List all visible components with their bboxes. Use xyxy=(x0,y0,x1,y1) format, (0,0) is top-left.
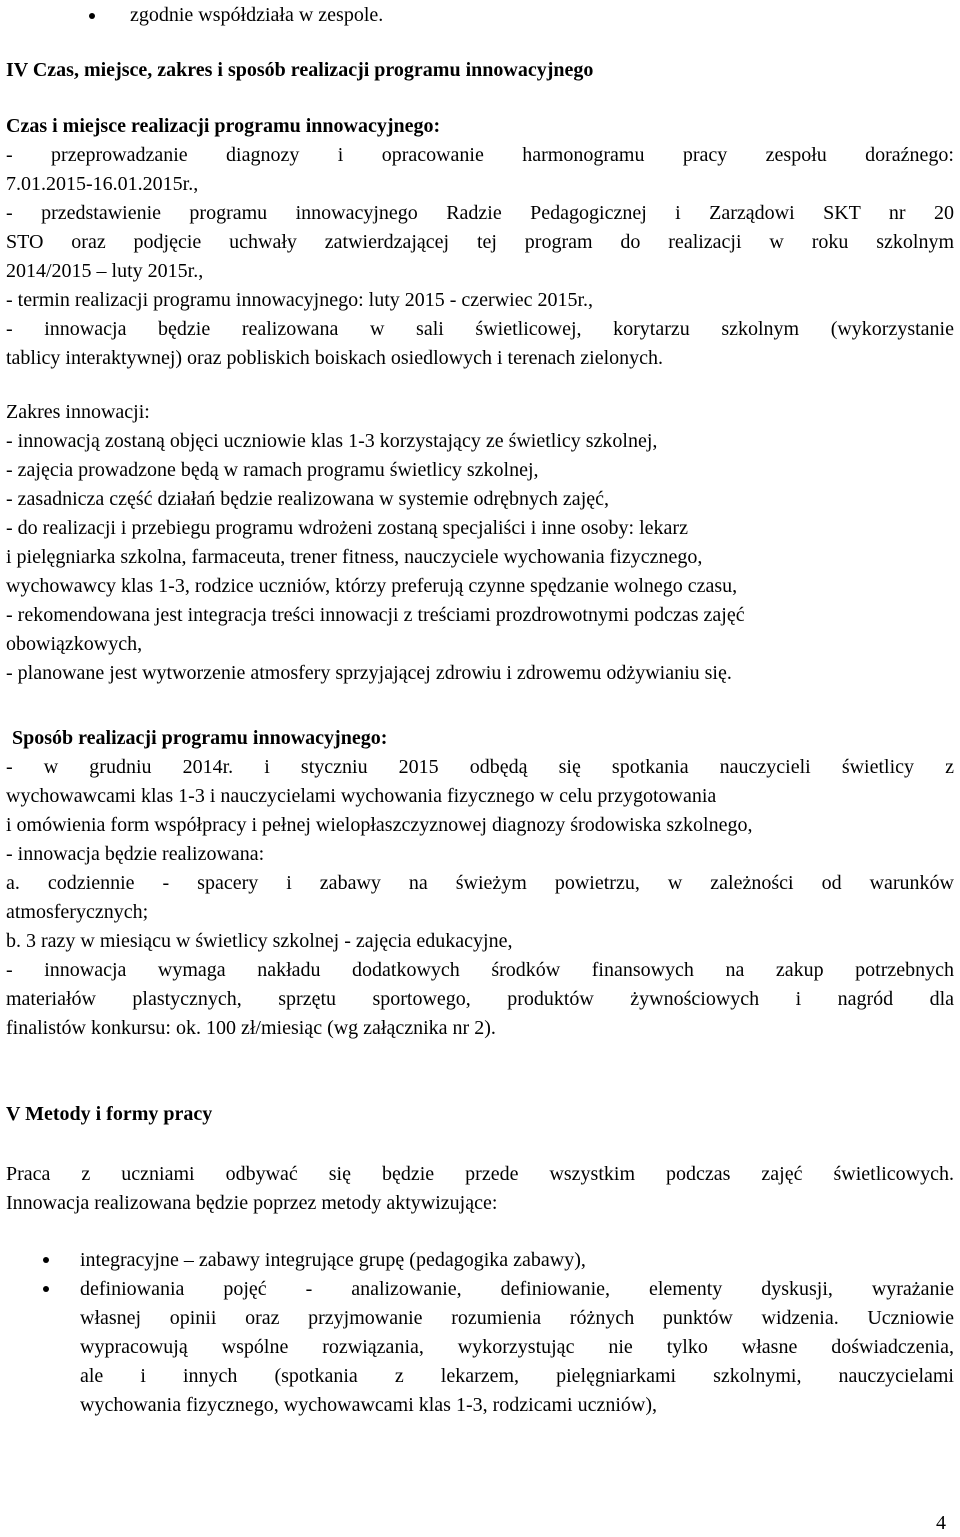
bullet-dot-icon xyxy=(89,13,95,19)
page-number: 4 xyxy=(936,1512,946,1534)
zakres-heading: Zakres innowacji: xyxy=(6,401,150,423)
czas-line: - przeprowadzanie diagnozy i opracowanie harmonogramu pracy zespołu doraźnego: xyxy=(6,144,954,166)
zakres-line: - innowacją zostaną objęci uczniowie klas 1-3 korzystający ze świetlicy szkolnej, xyxy=(6,430,658,452)
bullet-text: zgodnie współdziała w zespole. xyxy=(130,4,384,26)
section-4-heading: IV Czas, miejsce, zakres i sposób realizacji programu innowacyjnego xyxy=(6,59,594,81)
list-item xyxy=(6,1275,954,1420)
intro-line: Innowacja realizowana będzie poprzez metody aktywizujące: xyxy=(6,1192,498,1214)
sposob-line: - w grudniu 2014r. i styczniu 2015 odbędą się spotkania nauczycieli świetlicy z xyxy=(6,756,954,778)
zakres-line: wychowawcy klas 1-3, rodzice uczniów, którzy preferują czynne spędzanie wolnego czasu, xyxy=(6,575,738,597)
bullet-dot-icon xyxy=(43,1286,49,1292)
zakres-line: - planowane jest wytworzenie atmosfery sprzyjającej zdrowiu i zdrowemu odżywianiu się. xyxy=(6,662,732,684)
czas-line: - przedstawienie programu innowacyjnego Radzie Pedagogicznej i Zarządowi SKT nr 20 xyxy=(6,202,954,224)
list-item-line: definiowania pojęć - analizowanie, definiowanie, elementy dyskusji, wyrażanie xyxy=(80,1278,954,1300)
list-item-line: ale i innych (spotkania z lekarzem, pielęgniarkami szkolnymi, nauczycielami xyxy=(80,1365,954,1387)
czas-block xyxy=(6,112,954,373)
zakres-line: obowiązkowych, xyxy=(6,633,143,655)
sposob-heading: Sposób realizacji programu innowacyjnego: xyxy=(12,727,388,749)
methods-list xyxy=(6,1246,954,1420)
czas-line: STO oraz podjęcie uchwały zatwierdzającej tej program do realizacji w roku szkolnym xyxy=(6,231,954,253)
intro-line: Praca z uczniami odbywać się będzie przede wszystkim podczas zajęć świetlicowych. xyxy=(6,1163,954,1185)
list-item xyxy=(6,1246,954,1275)
sposob-line: a. codziennie - spacery i zabawy na świeżym powietrzu, w zależności od warunków xyxy=(6,872,954,894)
sposob-line: wychowawcami klas 1-3 i nauczycielami wychowania fizycznego w celu przygotowania xyxy=(6,785,717,807)
sposob-block xyxy=(6,724,954,1043)
czas-heading: Czas i miejsce realizacji programu innowacyjnego: xyxy=(6,115,441,137)
zakres-line: - rekomendowana jest integracja treści innowacji z treściami prozdrowotnymi podczas zajęć xyxy=(6,604,745,626)
sposob-line: - innowacja wymaga nakładu dodatkowych środków finansowych na zakup potrzebnych xyxy=(6,959,954,981)
zakres-line: - zajęcia prowadzone będą w ramach programu świetlicy szkolnej, xyxy=(6,459,539,481)
sposob-line: b. 3 razy w miesiącu w świetlicy szkolnej - zajęcia edukacyjne, xyxy=(6,930,513,952)
bullet-dot-icon xyxy=(43,1257,49,1263)
section-5-heading: V Metody i formy pracy xyxy=(6,1103,213,1125)
czas-line: - termin realizacji programu innowacyjnego: luty 2015 - czerwiec 2015r., xyxy=(6,289,594,311)
sposob-line: i omówienia form współpracy i pełnej wielopłaszczyznowej diagnozy środowiska szkolnego, xyxy=(6,814,753,836)
czas-line: tablicy interaktywnej) oraz pobliskich boiskach osiedlowych i terenach zielonych. xyxy=(6,347,664,369)
sposob-line: finalistów konkursu: ok. 100 zł/miesiąc (wg załącznika nr 2). xyxy=(6,1017,496,1039)
metody-intro xyxy=(6,1160,954,1218)
list-item-line: wychowania fizycznego, wychowawcami klas 1-3, rodzicami uczniów), xyxy=(80,1394,658,1416)
sposob-line: atmosferycznych; xyxy=(6,901,149,923)
czas-line: - innowacja będzie realizowana w sali świetlicowej, korytarzu szkolnym (wykorzystanie xyxy=(6,318,954,340)
czas-line: 2014/2015 – luty 2015r., xyxy=(6,260,204,282)
zakres-line: i pielęgniarka szkolna, farmaceuta, trener fitness, nauczyciele wychowania fizycznego, xyxy=(6,546,703,568)
list-item-line: wypracowują wspólne rozwiązania, wykorzystując nie tylko własne doświadczenia, xyxy=(80,1336,954,1358)
zakres-line: - do realizacji i przebiegu programu wdrożeni zostaną specjaliści i inne osoby: lekarz xyxy=(6,517,688,539)
zakres-line: - zasadnicza część działań będzie realizowana w systemie odrębnych zajęć, xyxy=(6,488,609,510)
list-item-line: własnej opinii oraz przyjmowanie rozumienia różnych punktów widzenia. Uczniowie xyxy=(80,1307,954,1329)
list-item-line: integracyjne – zabawy integrujące grupę (pedagogika zabawy), xyxy=(80,1249,586,1271)
czas-line: 7.01.2015-16.01.2015r., xyxy=(6,173,199,195)
sposob-line: materiałów plastycznych, sprzętu sportowego, produktów żywnościowych i nagród dla xyxy=(6,988,954,1010)
sposob-line: - innowacja będzie realizowana: xyxy=(6,843,265,865)
zakres-block xyxy=(6,398,954,688)
